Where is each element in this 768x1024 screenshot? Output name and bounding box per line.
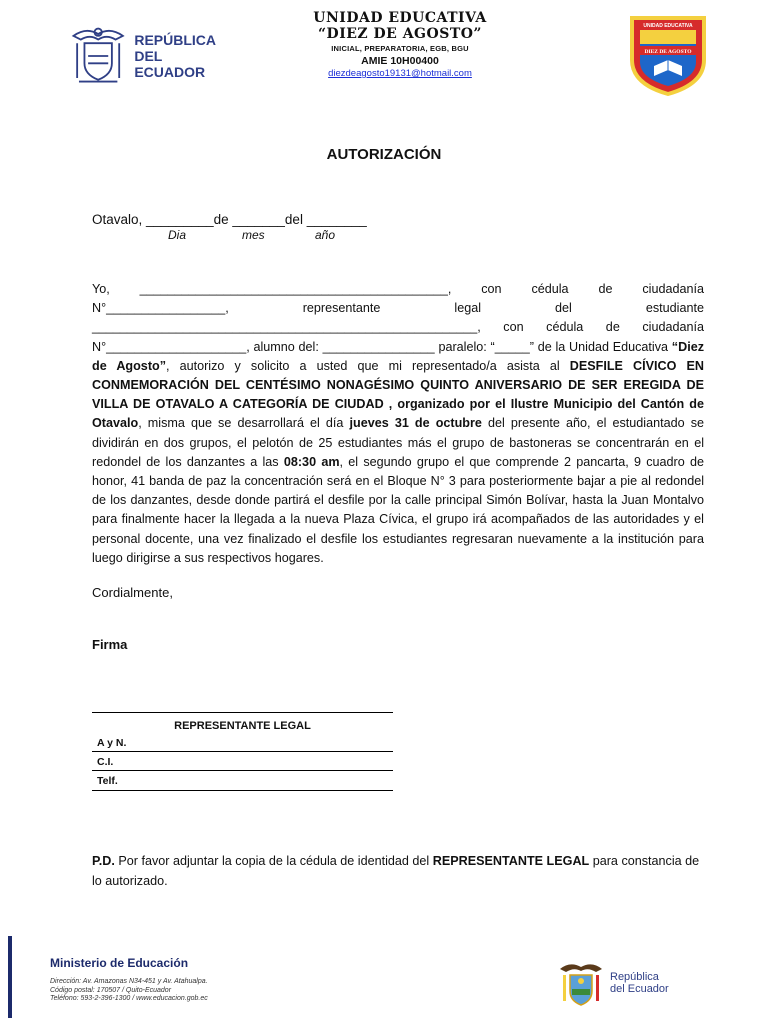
para-bold-time: 08:30 am: [283, 454, 340, 469]
ministry-name: Ministerio de Educación: [50, 956, 189, 970]
para-text: , el segundo grupo el que comprende 2 pancarta, 9 cuadro de honor, 41 banda de paz la concentración será en el Bloque N° 3 para posteriormente bajar a pie al redondel de los danzantes, desde donde partirá el desfile por la calle principal Simón Bolívar, hasta la Juan Montalvo para finalmente hacer la llegada a la nueva Plaza Cívica, el grupo irá acompañados de las autoridades y el personal docente, una vez finalizado el desfile los estudiantes regresaran nuevamente a la institución para luego dirigirse a sus respectivos hogares.: [92, 454, 704, 565]
school-header: [250, 10, 550, 79]
para-text: , autorizo y solicito a usted que mi representado/a asista al: [166, 358, 570, 373]
school-crest: [624, 10, 712, 96]
footer-accent-bar: [8, 936, 12, 1018]
school-name-line2: “DIEZ DE AGOSTO”: [318, 26, 482, 42]
address-line: Dirección: Av. Amazonas N34-451 y Av. Atahualpa.: [50, 978, 208, 985]
para-bold-event: DESFILE CÍVICO EN CONMEMORACIÓN DEL CENTÉSIMO NONAGÉSIMO QUINTO ANIVERSARIO DE SER EREGIDA DE VILLA DE OTAVALO A CATEGORÍA DE CIUDAD , organizado por el Ilustre Municipio del Cantón de Otavalo: [92, 358, 704, 431]
ci-line: [92, 770, 393, 771]
footer-logo-text: República: [610, 971, 659, 983]
name-line: [92, 751, 393, 752]
date-line: Otavalo, _________de _______del ________: [92, 212, 367, 227]
phone-line: [92, 790, 393, 791]
authorization-paragraph: [92, 280, 704, 568]
document-title: AUTORIZACIÓN: [326, 146, 442, 163]
signature-label: Firma: [92, 637, 128, 652]
footer-republica-logo: [558, 958, 678, 1008]
school-email-link[interactable]: diezdeagosto19131@hotmail.com: [328, 68, 472, 79]
footer-logo-text: del Ecuador: [610, 983, 669, 995]
address-line: Teléfono: 593-2-396-1300 / www.educacion.gob.ec: [50, 995, 208, 1003]
pd-bold: REPRESENTANTE LEGAL: [432, 854, 590, 868]
republica-text: REPÚBLICA: [134, 32, 217, 48]
postscript: [92, 852, 704, 891]
date-label-month: mes: [242, 228, 265, 242]
phone-label: Telf.: [97, 775, 118, 787]
para-text: del presente año, el estudiantado se dividirán en dos grupos, el pelotón de 25 estudiantes más el grupo de bastoneras se concentrarán en el redondel de los danzantes a las: [92, 416, 704, 469]
del-ecuador-text: DEL ECUADOR: [134, 48, 206, 80]
date-label-day: Dia: [168, 228, 187, 242]
para-bold-date: jueves 31 de octubre: [349, 416, 482, 431]
ci-label: C.I.: [97, 756, 114, 768]
address-line: Código postal: 170507 / Quito-Ecuador: [50, 986, 172, 994]
pd-label: P.D.: [92, 854, 115, 868]
footer-address: [50, 978, 208, 1004]
ecuador-coat-of-arms-icon: [558, 959, 604, 1007]
date-label-year: año: [315, 228, 336, 242]
name-label: A y N.: [97, 737, 127, 749]
school-levels: INICIAL, PREPARATORIA, EGB, BGU: [331, 44, 469, 53]
crest-text-top: UNIDAD EDUCATIVA: [643, 23, 693, 29]
school-crest-icon: [624, 10, 712, 96]
pd-text: para constancia de lo autorizado.: [92, 854, 700, 888]
ecuador-coat-of-arms-icon: [68, 20, 128, 92]
para-bold-school: “Diez de Agosto”: [92, 339, 704, 373]
closing-text: Cordialmente,: [92, 585, 173, 600]
representative-title: REPRESENTANTE LEGAL: [174, 720, 311, 732]
signature-line: [92, 712, 393, 713]
school-name-line1: UNIDAD EDUCATIVA: [313, 10, 487, 26]
para-text: Yo, ____________________________________________, con cédula de ciudadanía N°_________________, representante legal del estudiante _______________________________________________________, con cédula de ciudadanía N°____________________, alumno del: ________________ paralelo: “_____” de la Unidad Educativa: [92, 282, 704, 354]
crest-band-text: DIEZ DE AGOSTO: [644, 49, 692, 55]
republica-ecuador-logo: [68, 20, 228, 92]
school-amie: AMIE 10H00400: [361, 55, 439, 67]
para-text: , misma que se desarrollará el día: [138, 416, 350, 431]
pd-text: Por favor adjuntar la copia de la cédula de identidad del: [114, 854, 433, 868]
